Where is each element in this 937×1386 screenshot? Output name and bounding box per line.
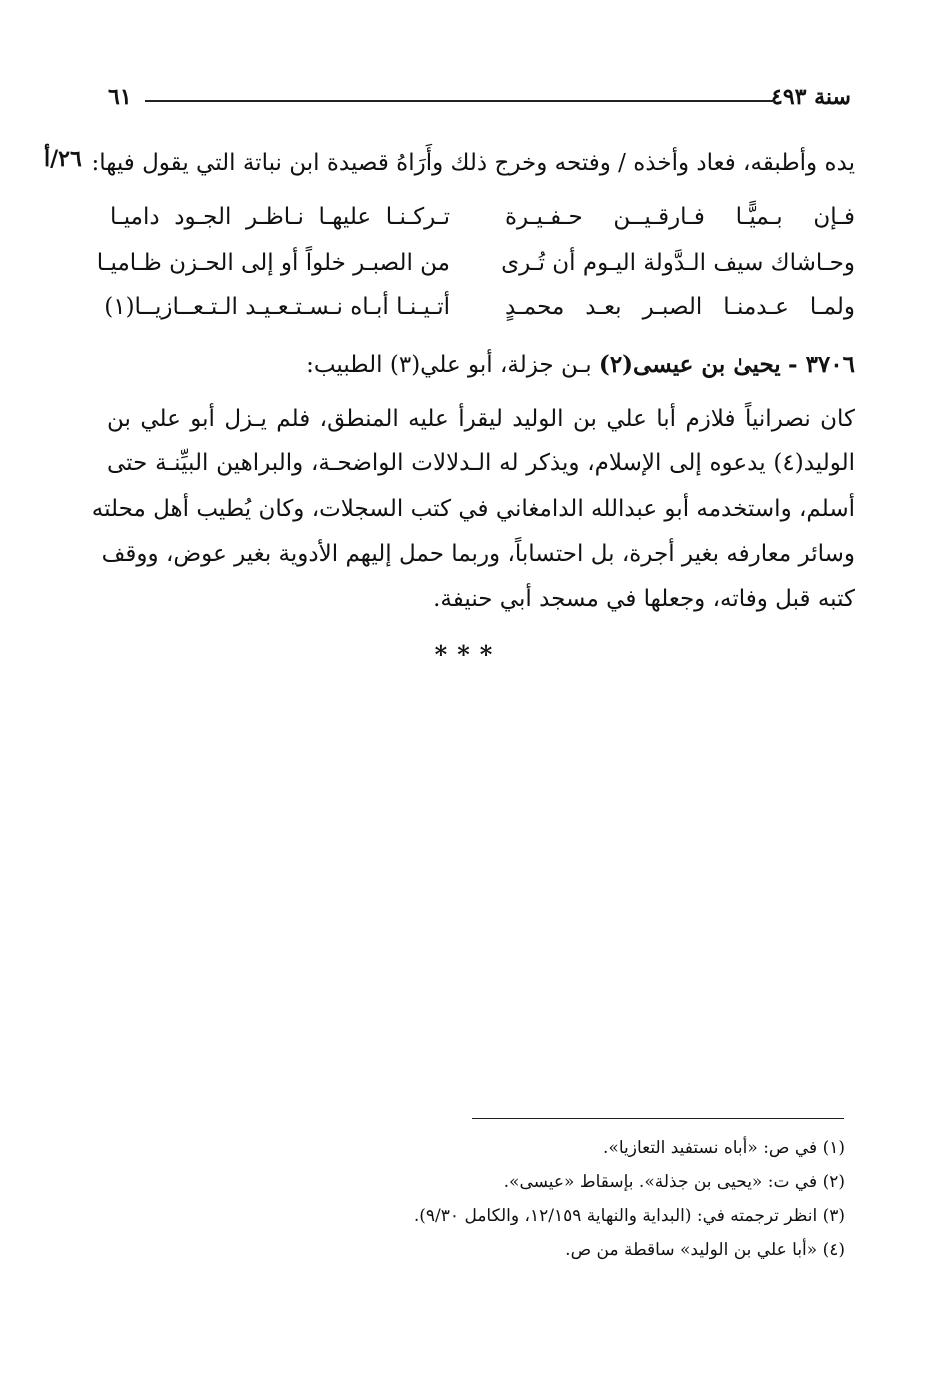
verse-1-first-hemistich: فـإن بـميًّـا فـارقـيــن حـفـيـرة [505,204,855,230]
running-header-year: سنة ٤٩٣ [771,84,851,110]
entry-description: بـن جزلة، أبو علي(٣) الطبيب: [306,352,592,378]
section-separator: *** [434,640,503,669]
paragraph-line-2: الوليد(٤) يدعوه إلى الإسلام، ويذكر له الـدلالات الواضحـة، والبراهين البيِّنـة حتى [107,450,855,476]
header-rule [145,100,775,102]
entry-number: ٣٧٠٦ - [788,351,855,378]
paragraph-line-1: كان نصرانياً فلازم أبا علي بن الوليد ليقرأ عليه المنطق، فلم يـزل أبو علي بن [107,406,855,432]
footnote-3: (٣) انظر ترجمته في: (البداية والنهاية ١٢/١٥٩، والكامل ٩/٣٠). [413,1206,845,1226]
footnote-2: (٢) في ت: «يحيى بن جذلة». بإسقاط «عيسى». [503,1172,845,1192]
footnote-1: (١) في ص: «أباه نستفيد التعازيا». [603,1138,845,1158]
verse-2-second-hemistich: من الصبـر خلواً أو إلى الحـزن ظـاميـا [96,250,450,276]
footnote-4: (٤) «أبا علي بن الوليد» ساقطة من ص. [565,1240,845,1260]
paragraph-line-5: كتبه قبل وفاته، وجعلها في مسجد أبي حنيفة. [433,586,855,612]
verse-2-first-hemistich: وحـاشاك سيف الـدَّولة اليـوم أن تُـرى [501,250,855,276]
entry-heading [306,351,855,378]
entry-name: يحيىٰ بن عيسى(٢) [598,351,781,378]
verse-3-first-hemistich: ولمـا عـدمنـا الصبـر بعـد محمـدٍ [505,294,855,320]
paragraph-line-4: وسائر معارفه بغير أجرة، بل احتساباً، وربما حمل إليهم الأدوية بغير عوض، ووقف [101,541,855,567]
verse-3-second-hemistich: أتـيـنـا أبـاه نـسـتـعـيـد الـتـعــازيــا(١) [104,294,450,320]
verse-1-second-hemistich: تـركـنـا عليهـا نـاظـر الجـود داميـا [110,204,450,230]
paragraph-line-3: أسلم، واستخدمه أبو عبدالله الدامغاني في كتب السجلات، وكان يُطيب أهل محلته [91,496,855,522]
manuscript-folio-note: ٢٦/أ [44,146,82,172]
intro-line: يده وأطبقه، فعاد وأخذه / وفتحه وخرج ذلك وأَرَاهُ قصيدة ابن نباتة التي يقول فيها: [91,150,855,176]
footnote-rule [472,1118,844,1119]
page-number: ٦١ [108,84,132,110]
